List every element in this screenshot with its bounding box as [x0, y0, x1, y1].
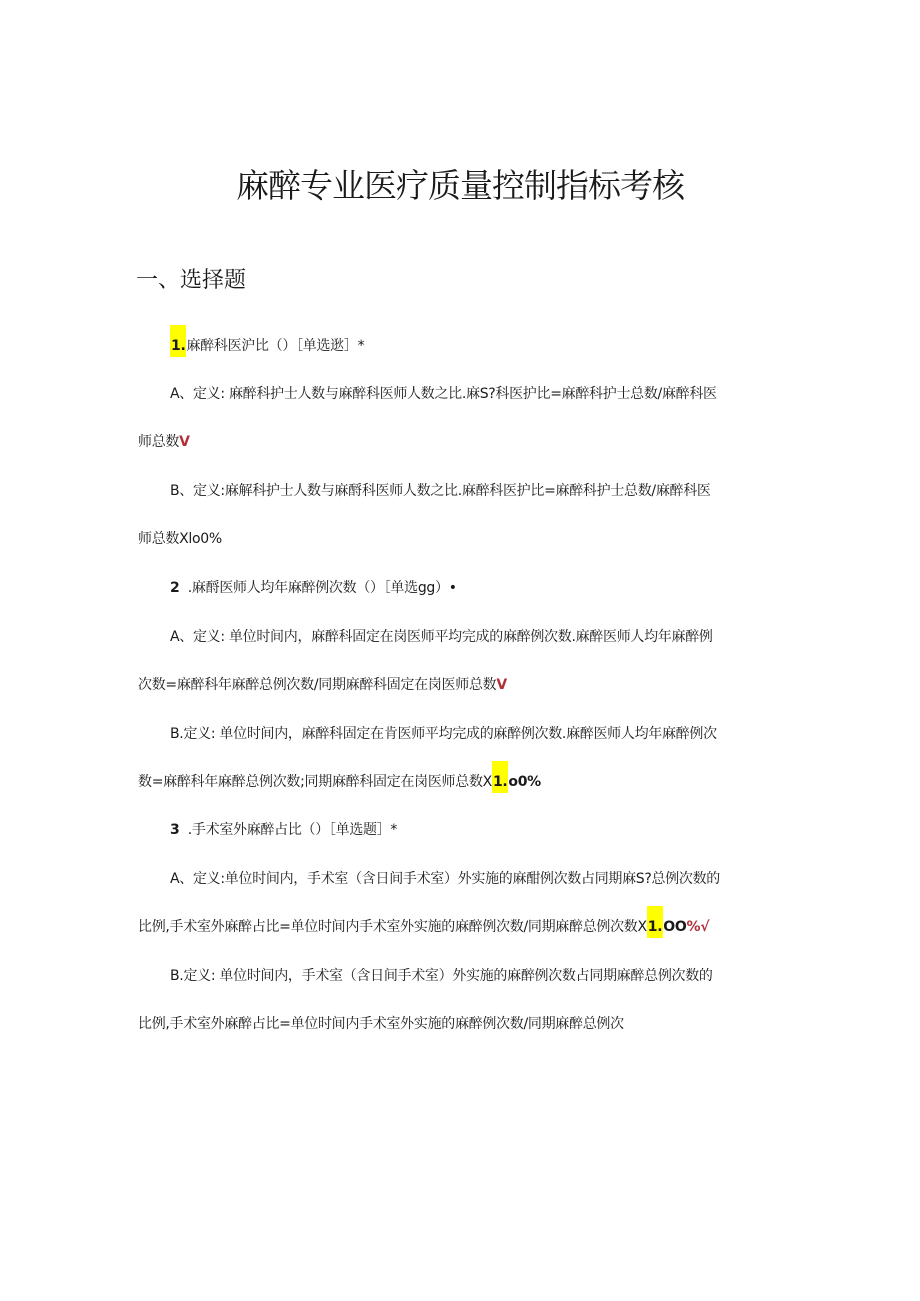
question-1-stem	[170, 334, 790, 358]
question-2-check-mark: V	[496, 677, 507, 693]
question-2-stem	[170, 576, 790, 600]
question-3-option-a-line1: A、定义:单位时间内，手术室（含日间手术室）外实施的麻酣例次数占同期麻S?总例次数的	[170, 871, 721, 887]
question-3-option-b-line2: 比例,手术室外麻醉占比=单位时间内手术室外实施的麻醉例次数/同期麻醉总例次	[138, 1016, 624, 1032]
question-2-option-b-line1: B.定义: 单位时间内，麻醉科固定在肯医师平均完成的麻醉例次数.麻醉医师人均年麻醉例次	[170, 726, 717, 742]
question-2-number: 2	[170, 580, 180, 596]
question-1-option-a-text: 师总数	[138, 434, 180, 450]
section-heading: 一、选择题	[136, 268, 247, 293]
question-2-option-a-text: 次数=麻醉科年麻醉总例次数/同期麻醉科固定在岗医师总数	[138, 677, 497, 693]
question-3-highlight: 1.	[647, 906, 663, 938]
question-2-text: .麻酹医师人均年麻醉例次数（）［单选gg）•	[187, 580, 457, 596]
question-1-number: 1.	[170, 325, 186, 357]
question-1-check-mark: V	[179, 434, 190, 450]
question-2-option-b-line2	[138, 770, 788, 794]
question-2-highlight: 1.	[492, 761, 508, 793]
question-2-option-a-line1: A、定义: 单位时间内，麻醉科固定在岗医师平均完成的麻醉例次数.麻醉医师人均年麻醉例	[170, 629, 713, 645]
question-3-option-a-text: 比例,手术室外麻醉占比=单位时间内手术室外实施的麻醉例次数/同期麻醉总例次数X	[138, 919, 647, 935]
question-1-option-b-line2: 师总数Xlo0%	[138, 531, 222, 547]
question-1-option-b-line1: B、定义:麻解科护士人数与麻酹科医师人数之比.麻醉科医护比=麻醉科护士总数/麻醉科医	[170, 483, 711, 499]
question-2-option-b-suffix: o0%	[508, 774, 541, 790]
question-2-option-b-text: 数=麻醉科年麻醉总例次数;同期麻醉科固定在岗医师总数X	[138, 774, 492, 790]
question-3-check-mark: %√	[686, 919, 710, 935]
question-1-text: 麻醉科医沪比（）［单选逖］*	[186, 338, 365, 354]
question-3-option-b-line1: B.定义: 单位时间内，手术室（含日间手术室）外实施的麻醉例次数占同期麻醉总例次数的	[170, 968, 713, 984]
question-3-stem	[170, 818, 790, 842]
question-1-option-a-line2	[138, 430, 788, 454]
question-3-text: .手术室外麻醉占比（）［单选题］*	[187, 822, 398, 838]
question-3-option-a-line2	[138, 915, 788, 939]
question-1-option-a-line1: A、定义: 麻醉科护士人数与麻醉科医师人数之比.麻S?科医护比=麻醉科护士总数/麻醉科医	[170, 386, 717, 402]
question-3-option-a-suffix: OO	[663, 919, 687, 935]
question-2-option-a-line2	[138, 673, 788, 697]
question-3-number: 3	[170, 822, 180, 838]
document-title: 麻醉专业医疗质量控制指标考核	[236, 166, 684, 205]
